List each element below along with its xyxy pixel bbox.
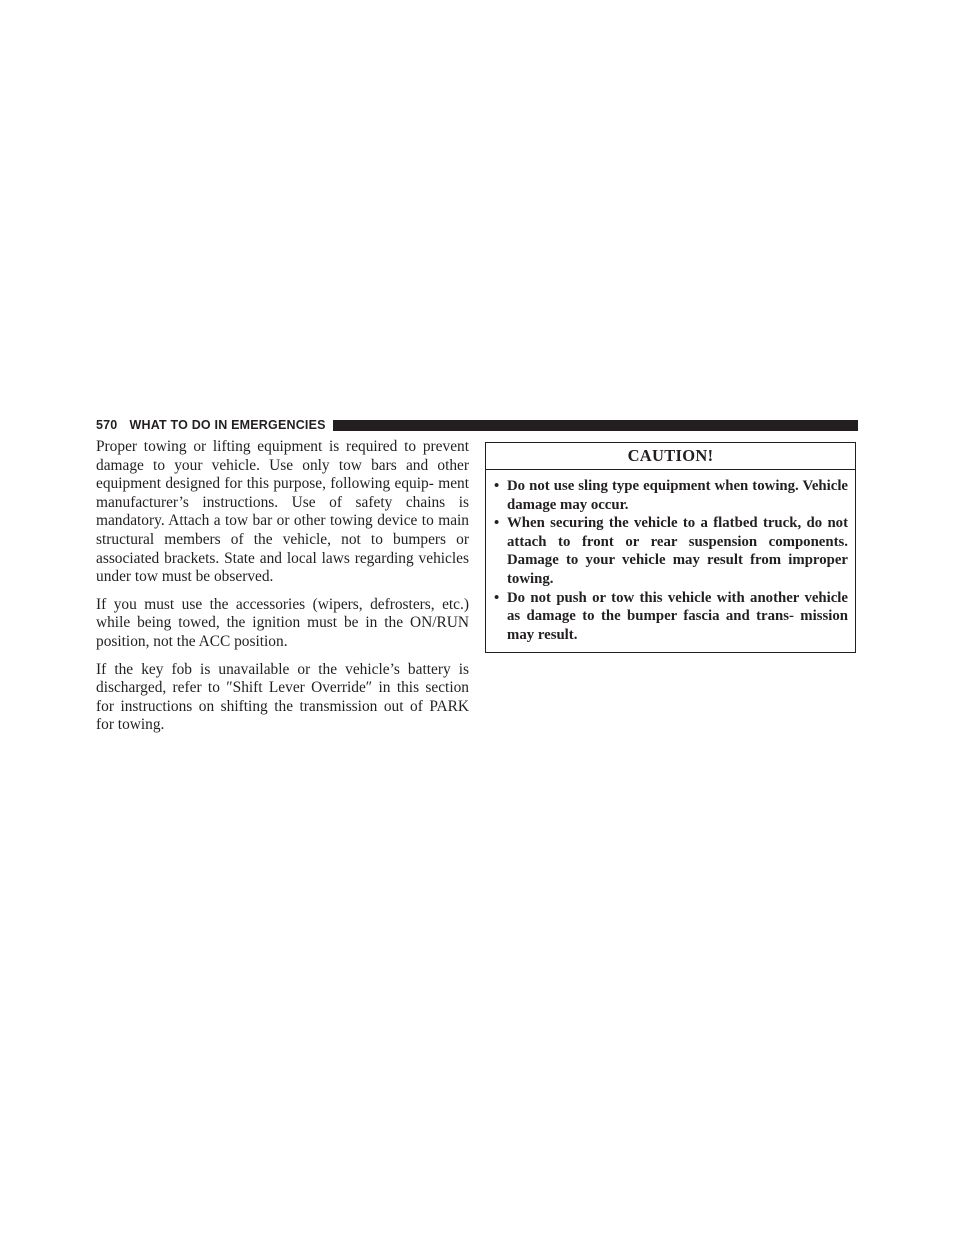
header-rule-bar (333, 420, 858, 431)
caution-item-text: When securing the vehicle to a flatbed truck, do not attach to front or rear suspension components. Damage to your vehicle may result from improper towing. (507, 515, 848, 587)
bullet-icon: • (494, 478, 500, 494)
bullet-icon: • (494, 589, 500, 606)
paragraph-accessories: If you must use the accessories (wipers, defrosters, etc.) while being towed, the ignition must be in the ON/RUN position, not the ACC position. (96, 595, 469, 650)
caution-item (494, 477, 848, 514)
paragraph-towing-equipment: Proper towing or lifting equipment is required to prevent damage to your vehicle. Use only tow bars and other equipment designed for this purpose, following equip- ment manufacturer’s instructions. Use of safety chains is mandatory. Attach a tow bar or other towing device to main structural members of the vehicle, not to bumpers or associated brackets. State and local laws regarding vehicles under tow must be observed. (96, 438, 469, 586)
bullet-icon: • (494, 515, 500, 532)
caution-item-text: Do not push or tow this vehicle with another vehicle as damage to the bumper fascia and trans- mission may result. (507, 589, 848, 643)
page-number: 570 (96, 418, 118, 432)
caution-box (485, 442, 856, 653)
paragraph-key-fob: If the key fob is unavailable or the vehicle’s battery is discharged, refer to ″Shift Lever Override″ in this section for instructions on shifting the transmission out of PARK for towing. (96, 660, 469, 734)
caution-item-text: Do not use sling type equipment when towing. Vehicle damage may occur. (507, 478, 848, 513)
section-title: WHAT TO DO IN EMERGENCIES (129, 418, 326, 432)
body-text-column (96, 438, 469, 744)
page-header (96, 416, 858, 434)
caution-list (486, 470, 855, 644)
caution-item (494, 514, 848, 588)
caution-item (494, 589, 848, 645)
caution-title: CAUTION! (486, 443, 855, 470)
